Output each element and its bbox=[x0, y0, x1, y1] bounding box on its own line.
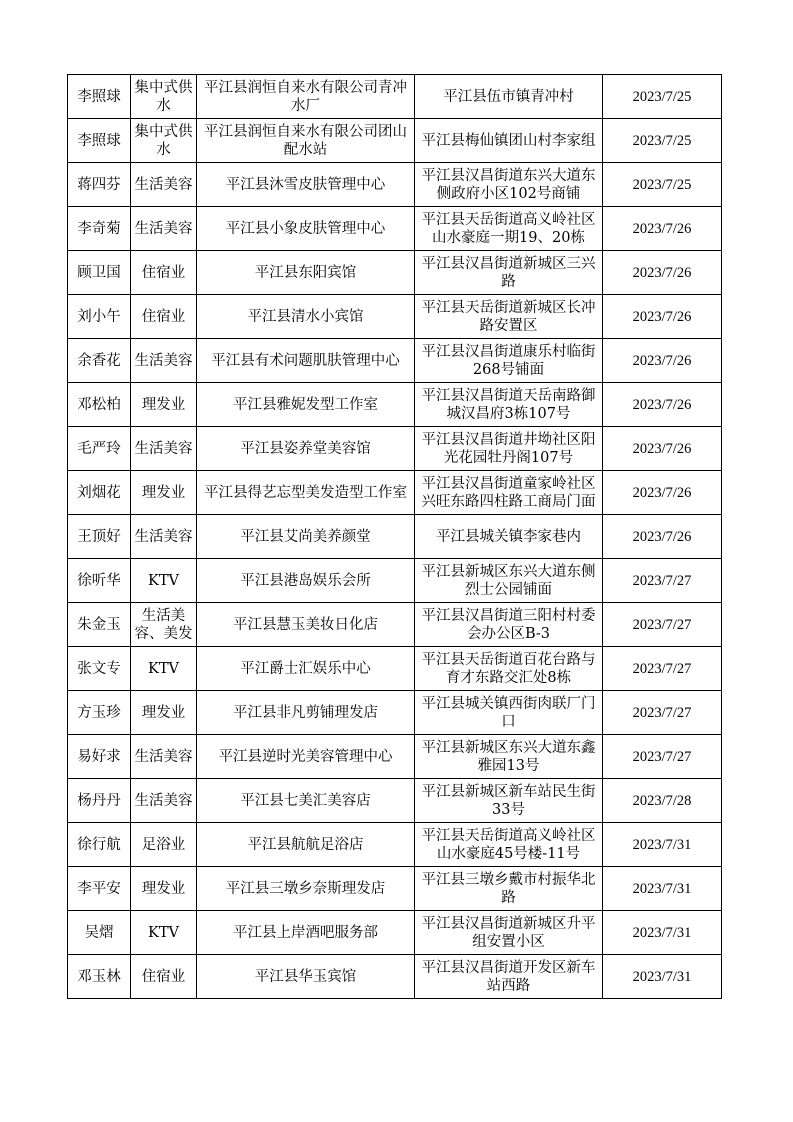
cell-address-text: 平江县汉昌街道东兴大道东侧政府小区102号商铺 bbox=[421, 167, 596, 202]
cell-unit-name-text: 平江县非凡剪铺理发店 bbox=[233, 704, 378, 721]
cell-business-type-text: 生活美容 bbox=[134, 176, 193, 193]
cell-address bbox=[415, 603, 603, 647]
cell-unit-name-text: 平江县逆时光美容管理中心 bbox=[218, 748, 393, 765]
cell-address bbox=[415, 207, 603, 251]
cell-address-text: 平江县汉昌街道井坳社区阳光花园牡丹阁107号 bbox=[421, 431, 596, 466]
table-row bbox=[68, 339, 722, 383]
cell-address bbox=[415, 471, 603, 515]
cell-person-name-text: 易好求 bbox=[77, 748, 121, 765]
cell-person-name-text: 毛严玲 bbox=[77, 440, 121, 457]
cell-person-name bbox=[68, 735, 131, 779]
cell-person-name bbox=[68, 75, 131, 119]
cell-address-text: 平江县天岳街道高义岭社区山水豪庭45号楼-11号 bbox=[421, 827, 596, 862]
cell-business-type bbox=[131, 515, 197, 559]
cell-business-type-text: 理发业 bbox=[141, 484, 186, 501]
cell-date-text: 2023/7/26 bbox=[632, 308, 692, 325]
cell-address-text: 平江县汉昌街道康乐村临街268号铺面 bbox=[421, 343, 596, 378]
cell-unit-name bbox=[197, 339, 415, 383]
cell-unit-name bbox=[197, 207, 415, 251]
cell-business-type bbox=[131, 691, 197, 735]
cell-address bbox=[415, 295, 603, 339]
cell-person-name bbox=[68, 383, 131, 427]
cell-date-text: 2023/7/27 bbox=[632, 616, 692, 633]
cell-date bbox=[603, 119, 722, 163]
cell-date-text: 2023/7/26 bbox=[632, 440, 692, 457]
cell-business-type-text: 生活美容 bbox=[134, 352, 193, 369]
cell-person-name-text: 蒋四芬 bbox=[77, 176, 121, 193]
cell-date-text: 2023/7/26 bbox=[632, 220, 692, 237]
cell-unit-name-text: 平江县港岛娱乐会所 bbox=[240, 572, 371, 589]
cell-date bbox=[603, 515, 722, 559]
cell-date-text: 2023/7/31 bbox=[632, 924, 692, 941]
table-row bbox=[68, 515, 722, 559]
cell-date bbox=[603, 295, 722, 339]
cell-unit-name-text: 平江县润恒自来水有限公司青冲水厂 bbox=[204, 79, 407, 114]
cell-address-text: 平江县梅仙镇团山村李家组 bbox=[421, 132, 596, 149]
cell-date bbox=[603, 471, 722, 515]
table-row bbox=[68, 207, 722, 251]
cell-address bbox=[415, 955, 603, 999]
cell-business-type-text: 集中式供水 bbox=[134, 79, 193, 114]
cell-unit-name-text: 平江县东阳宾馆 bbox=[254, 264, 357, 281]
cell-unit-name bbox=[197, 75, 415, 119]
table-row bbox=[68, 911, 722, 955]
cell-person-name-text: 邓松柏 bbox=[77, 396, 121, 413]
cell-date-text: 2023/7/31 bbox=[632, 836, 692, 853]
cell-date bbox=[603, 911, 722, 955]
cell-person-name-text: 吴熠 bbox=[84, 924, 114, 941]
cell-date-text: 2023/7/27 bbox=[632, 572, 692, 589]
cell-person-name-text: 刘烟花 bbox=[77, 484, 121, 501]
cell-unit-name bbox=[197, 427, 415, 471]
cell-business-type-text: 理发业 bbox=[141, 396, 186, 413]
cell-unit-name bbox=[197, 383, 415, 427]
cell-business-type bbox=[131, 119, 197, 163]
table-row bbox=[68, 119, 722, 163]
cell-business-type-text: 理发业 bbox=[141, 880, 186, 897]
cell-address bbox=[415, 647, 603, 691]
cell-business-type-text: 集中式供水 bbox=[134, 123, 193, 158]
cell-date bbox=[603, 955, 722, 999]
table-row bbox=[68, 471, 722, 515]
cell-person-name bbox=[68, 823, 131, 867]
cell-business-type bbox=[131, 471, 197, 515]
cell-date-text: 2023/7/25 bbox=[632, 176, 692, 193]
cell-business-type bbox=[131, 779, 197, 823]
cell-date bbox=[603, 75, 722, 119]
cell-unit-name bbox=[197, 603, 415, 647]
cell-business-type bbox=[131, 867, 197, 911]
cell-person-name-text: 徐听华 bbox=[77, 572, 121, 589]
cell-date bbox=[603, 779, 722, 823]
cell-address bbox=[415, 427, 603, 471]
cell-business-type-text: 住宿业 bbox=[141, 264, 186, 281]
cell-address-text: 平江县伍市镇青冲村 bbox=[443, 88, 574, 105]
cell-unit-name bbox=[197, 163, 415, 207]
table-row bbox=[68, 735, 722, 779]
cell-business-type bbox=[131, 75, 197, 119]
cell-date-text: 2023/7/27 bbox=[632, 748, 692, 765]
cell-unit-name bbox=[197, 779, 415, 823]
cell-unit-name-text: 平江县得艺忘型美发造型工作室 bbox=[204, 484, 407, 501]
cell-business-type-text: 生活美容、美发 bbox=[134, 607, 193, 642]
cell-person-name-text: 王顶好 bbox=[77, 528, 121, 545]
cell-unit-name bbox=[197, 955, 415, 999]
cell-date bbox=[603, 251, 722, 295]
cell-address-text: 平江县汉昌街道开发区新车站西路 bbox=[421, 959, 596, 994]
cell-address-text: 平江县城关镇西街肉联厂门口 bbox=[421, 695, 596, 730]
cell-unit-name bbox=[197, 471, 415, 515]
table-row bbox=[68, 603, 722, 647]
cell-date bbox=[603, 647, 722, 691]
cell-address bbox=[415, 735, 603, 779]
cell-date-text: 2023/7/28 bbox=[632, 792, 692, 809]
cell-business-type bbox=[131, 295, 197, 339]
cell-person-name-text: 李奇菊 bbox=[77, 220, 121, 237]
cell-business-type bbox=[131, 427, 197, 471]
cell-unit-name bbox=[197, 735, 415, 779]
cell-address bbox=[415, 515, 603, 559]
cell-business-type-text: 生活美容 bbox=[134, 528, 193, 545]
cell-date-text: 2023/7/27 bbox=[632, 660, 692, 677]
table-row bbox=[68, 163, 722, 207]
cell-person-name-text: 朱金玉 bbox=[77, 616, 121, 633]
cell-address-text: 平江县新城区东兴大道东鑫雅园13号 bbox=[421, 739, 596, 774]
cell-unit-name bbox=[197, 867, 415, 911]
table-row bbox=[68, 647, 722, 691]
cell-date bbox=[603, 823, 722, 867]
cell-business-type-text: 理发业 bbox=[141, 704, 186, 721]
cell-person-name bbox=[68, 911, 131, 955]
cell-business-type bbox=[131, 823, 197, 867]
cell-unit-name-text: 平江爵士汇娱乐中心 bbox=[240, 660, 371, 677]
cell-business-type-text: 住宿业 bbox=[141, 308, 186, 325]
records-body bbox=[68, 75, 722, 999]
cell-date bbox=[603, 559, 722, 603]
cell-date-text: 2023/7/26 bbox=[632, 352, 692, 369]
cell-business-type-text: 生活美容 bbox=[134, 440, 193, 457]
cell-person-name bbox=[68, 295, 131, 339]
records-table bbox=[67, 74, 722, 999]
cell-person-name bbox=[68, 559, 131, 603]
cell-unit-name bbox=[197, 119, 415, 163]
cell-address-text: 平江县汉昌街道三阳村村委会办公区B-3 bbox=[421, 607, 596, 642]
cell-person-name-text: 方玉珍 bbox=[77, 704, 121, 721]
cell-address-text: 平江县新城区新车站民生街33号 bbox=[421, 783, 596, 818]
cell-unit-name bbox=[197, 647, 415, 691]
cell-business-type-text: 生活美容 bbox=[134, 220, 193, 237]
table-row bbox=[68, 75, 722, 119]
cell-business-type bbox=[131, 207, 197, 251]
cell-business-type bbox=[131, 735, 197, 779]
cell-address-text: 平江县天岳街道新城区长冲路安置区 bbox=[421, 299, 596, 334]
cell-unit-name-text: 平江县七美汇美容店 bbox=[240, 792, 371, 809]
cell-unit-name-text: 平江县艾尚美养颜堂 bbox=[240, 528, 371, 545]
cell-business-type-text: 足浴业 bbox=[141, 836, 186, 853]
cell-unit-name bbox=[197, 251, 415, 295]
cell-address bbox=[415, 119, 603, 163]
cell-person-name-text: 刘小午 bbox=[77, 308, 121, 325]
cell-unit-name bbox=[197, 691, 415, 735]
table-row bbox=[68, 955, 722, 999]
cell-person-name bbox=[68, 163, 131, 207]
table-row bbox=[68, 383, 722, 427]
cell-date bbox=[603, 383, 722, 427]
table-row bbox=[68, 559, 722, 603]
cell-person-name-text: 李平安 bbox=[77, 880, 121, 897]
cell-unit-name-text: 平江县姿养堂美容馆 bbox=[240, 440, 371, 457]
cell-address-text: 平江县城关镇李家巷内 bbox=[436, 528, 581, 545]
cell-date bbox=[603, 603, 722, 647]
cell-address-text: 平江县汉昌街道天岳南路御城汉昌府3栋107号 bbox=[421, 387, 596, 422]
cell-person-name-text: 邓玉林 bbox=[77, 968, 121, 985]
cell-unit-name-text: 平江县三墩乡奈斯理发店 bbox=[225, 880, 386, 897]
cell-address bbox=[415, 779, 603, 823]
cell-address bbox=[415, 911, 603, 955]
cell-date-text: 2023/7/31 bbox=[632, 968, 692, 985]
cell-address bbox=[415, 867, 603, 911]
cell-address-text: 平江县三墩乡戴市村振华北路 bbox=[421, 871, 596, 906]
cell-date-text: 2023/7/26 bbox=[632, 528, 692, 545]
cell-date bbox=[603, 735, 722, 779]
cell-unit-name bbox=[197, 559, 415, 603]
cell-address-text: 平江县汉昌街道新城区三兴路 bbox=[421, 255, 596, 290]
table-row bbox=[68, 779, 722, 823]
cell-business-type-text: KTV bbox=[148, 924, 179, 941]
table-row bbox=[68, 251, 722, 295]
cell-person-name-text: 李照球 bbox=[77, 88, 121, 105]
cell-unit-name-text: 平江县上岸酒吧服务部 bbox=[233, 924, 378, 941]
cell-date bbox=[603, 163, 722, 207]
table-row bbox=[68, 867, 722, 911]
cell-person-name bbox=[68, 515, 131, 559]
cell-unit-name bbox=[197, 911, 415, 955]
cell-person-name-text: 顾卫国 bbox=[77, 264, 121, 281]
cell-unit-name-text: 平江县有术问题肌肤管理中心 bbox=[211, 352, 400, 369]
cell-business-type bbox=[131, 647, 197, 691]
cell-address bbox=[415, 251, 603, 295]
cell-unit-name-text: 平江县小象皮肤管理中心 bbox=[225, 220, 386, 237]
cell-address bbox=[415, 75, 603, 119]
cell-address-text: 平江县新城区东兴大道东侧烈士公园铺面 bbox=[421, 563, 596, 598]
cell-unit-name-text: 平江县清水小宾馆 bbox=[247, 308, 364, 325]
cell-business-type bbox=[131, 955, 197, 999]
cell-person-name bbox=[68, 603, 131, 647]
cell-unit-name-text: 平江县华玉宾馆 bbox=[254, 968, 357, 985]
cell-person-name bbox=[68, 119, 131, 163]
cell-person-name-text: 李照球 bbox=[77, 132, 121, 149]
cell-business-type-text: 住宿业 bbox=[141, 968, 186, 985]
cell-business-type-text: 生活美容 bbox=[134, 748, 193, 765]
cell-business-type bbox=[131, 339, 197, 383]
cell-address bbox=[415, 339, 603, 383]
cell-person-name-text: 杨丹丹 bbox=[77, 792, 121, 809]
cell-address-text: 平江县天岳街道高义岭社区山水豪庭一期19、20栋 bbox=[421, 211, 596, 246]
cell-date-text: 2023/7/26 bbox=[632, 396, 692, 413]
cell-person-name bbox=[68, 691, 131, 735]
cell-business-type bbox=[131, 383, 197, 427]
cell-date bbox=[603, 427, 722, 471]
cell-address bbox=[415, 383, 603, 427]
cell-person-name-text: 徐行航 bbox=[77, 836, 121, 853]
cell-business-type bbox=[131, 603, 197, 647]
cell-business-type-text: KTV bbox=[148, 660, 179, 677]
cell-date bbox=[603, 867, 722, 911]
cell-date-text: 2023/7/26 bbox=[632, 484, 692, 501]
table-row bbox=[68, 295, 722, 339]
table-row bbox=[68, 427, 722, 471]
cell-person-name bbox=[68, 471, 131, 515]
cell-unit-name bbox=[197, 823, 415, 867]
cell-person-name bbox=[68, 427, 131, 471]
cell-unit-name bbox=[197, 515, 415, 559]
table-row bbox=[68, 691, 722, 735]
cell-date-text: 2023/7/25 bbox=[632, 88, 692, 105]
cell-business-type-text: 生活美容 bbox=[134, 792, 193, 809]
cell-date-text: 2023/7/25 bbox=[632, 132, 692, 149]
cell-date-text: 2023/7/27 bbox=[632, 704, 692, 721]
table-row bbox=[68, 823, 722, 867]
cell-person-name bbox=[68, 779, 131, 823]
cell-date-text: 2023/7/26 bbox=[632, 264, 692, 281]
cell-business-type bbox=[131, 911, 197, 955]
cell-unit-name-text: 平江县慧玉美妆日化店 bbox=[233, 616, 378, 633]
cell-business-type bbox=[131, 559, 197, 603]
cell-address bbox=[415, 559, 603, 603]
cell-person-name bbox=[68, 867, 131, 911]
cell-person-name-text: 张文专 bbox=[77, 660, 121, 677]
cell-business-type bbox=[131, 251, 197, 295]
cell-address-text: 平江县汉昌街道童家岭社区兴旺东路四柱路工商局门面 bbox=[421, 475, 596, 510]
cell-date bbox=[603, 207, 722, 251]
cell-date bbox=[603, 691, 722, 735]
cell-person-name bbox=[68, 251, 131, 295]
cell-business-type bbox=[131, 163, 197, 207]
cell-address bbox=[415, 823, 603, 867]
cell-unit-name-text: 平江县航航足浴店 bbox=[247, 836, 364, 853]
cell-date-text: 2023/7/31 bbox=[632, 880, 692, 897]
cell-date bbox=[603, 339, 722, 383]
cell-unit-name bbox=[197, 295, 415, 339]
cell-address bbox=[415, 163, 603, 207]
cell-person-name-text: 余香花 bbox=[77, 352, 121, 369]
cell-address bbox=[415, 691, 603, 735]
cell-person-name bbox=[68, 207, 131, 251]
cell-unit-name-text: 平江县沐雪皮肤管理中心 bbox=[225, 176, 386, 193]
cell-address-text: 平江县天岳街道百花台路与育才东路交汇处8栋 bbox=[421, 651, 596, 686]
cell-business-type-text: KTV bbox=[148, 572, 179, 589]
cell-unit-name-text: 平江县润恒自来水有限公司团山配水站 bbox=[204, 123, 407, 158]
cell-person-name bbox=[68, 647, 131, 691]
cell-person-name bbox=[68, 339, 131, 383]
cell-address-text: 平江县汉昌街道新城区升平组安置小区 bbox=[421, 915, 596, 950]
cell-person-name bbox=[68, 955, 131, 999]
cell-unit-name-text: 平江县雅妮发型工作室 bbox=[233, 396, 378, 413]
